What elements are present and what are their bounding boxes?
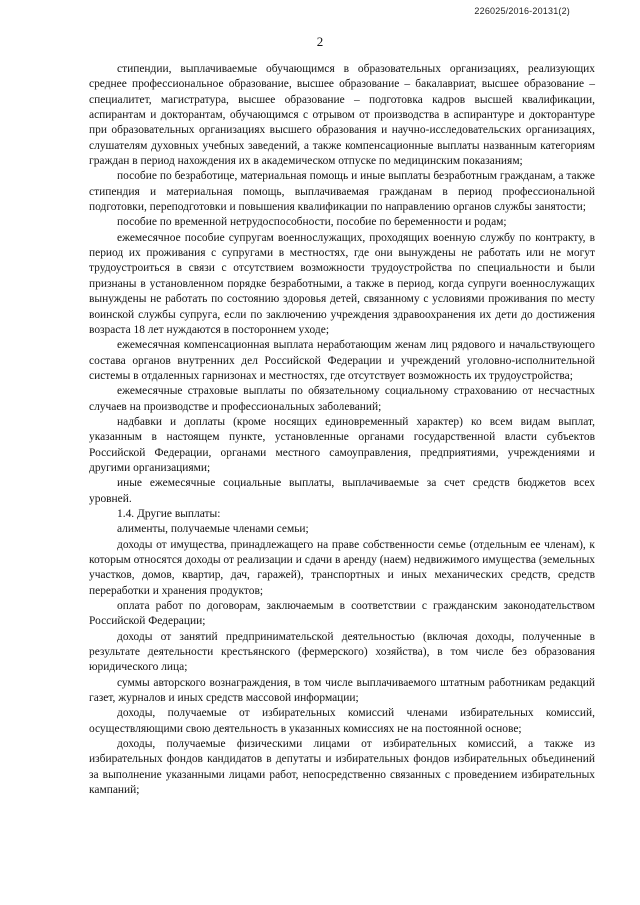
document-body xyxy=(89,62,595,799)
paragraph-election-funds: доходы, получаемые физическими лицами от избирательных комиссий, а также из избирательных фондов кандидатов в депутаты и избирательных фондов избирательных объединений за выполнение указанными лицами работ, непосредственно связанных с проведением избирательных кампаний; xyxy=(89,738,595,797)
paragraph-alimony: алименты, получаемые членами семьи; xyxy=(117,523,309,536)
section-heading-1-4: 1.4. Другие выплаты: xyxy=(117,507,221,520)
paragraph-author-fees: суммы авторского вознаграждения, в том числе выплачиваемого штатным работникам редакций газет, журналов и иных средств массовой информации; xyxy=(89,676,595,705)
paragraph-property-income: доходы от имущества, принадлежащего на праве собственности семье (отдельным ее членам), к которым относятся доходы от реализации и сдачи в аренду (наем) недвижимого имущества (земельных участков, домов, квартир, дач, гаражей), транспортных и иных механических средств, средств переработки и хранения продуктов; xyxy=(89,538,595,597)
paragraph-insurance-payments: ежемесячные страховые выплаты по обязательному социальному страхованию от несчастных случаев на производстве и профессиональных заболеваний; xyxy=(89,385,595,413)
page-number: 2 xyxy=(316,34,324,49)
paragraph-compensation-wives: ежемесячная компенсационная выплата неработающим женам лиц рядового и начальствующего состава органов внутренних дел Российской Федерации и учреждений уголовно-исполнительной системы в отдаленных гарнизонах и местностях, где отсутствует возможность их трудоустройства; xyxy=(89,339,595,382)
paragraph-contract-work: оплата работ по договорам, заключаемым в соответствии с гражданским законодательством Российской Федерации; xyxy=(89,600,595,628)
paragraph-military-spouses: ежемесячное пособие супругам военнослужащих, проходящих военную службу по контракту, в период их проживания с супругами в местностях, где они вынуждены не работать или не могут трудоустроиться в связи с отсутствием возможности трудоустройства по специальности и были признаны в установленном порядке безработными, а также в период, когда супруги военнослужащих вынуждены не работать по состоянию здоровья детей, связанному с условиями проживания по месту воинской службы супруга, если по заключению учреждения здравоохранения их дети до достижения возраста 18 лет нуждаются в постороннем уходе; xyxy=(89,231,595,336)
paragraph-business-income: доходы от занятий предпринимательской деятельностью (включая доходы, полученные в результате деятельности крестьянского (фермерского) хозяйства), в том числе без образования юридического лица; xyxy=(89,630,595,674)
paragraph-other-social: иные ежемесячные социальные выплаты, выплачиваемые за счет средств бюджетов всех уровней. xyxy=(89,477,595,505)
paragraph-election-commission-members: доходы, получаемые от избирательных комиссий членами избирательных комиссий, осуществляющими свою деятельность в указанных комиссиях не на постоянной основе; xyxy=(89,707,595,735)
paragraph-stipends: стипендии, выплачиваемые обучающимся в образовательных организациях, реализующих среднее профессиональное образование, высшее образование – бакалавриат, высшее образование – специалитет, магистратура, высшее образование – подготовка кадров высшей квалификации, аспирантам и докторантам, обучающимся с отрывом от производства в аспирантуре и докторантуре при образовательных организациях высшего образования и научно-исследовательских организациях, слушателям духовных учебных заведений, а также компенсационные выплаты названным категориям граждан в период нахождения их в академическом отпуске по медицинским показаниям; xyxy=(89,63,595,168)
document-code: 226025/2016-20131(2) xyxy=(474,6,570,16)
paragraph-temporary-disability: пособие по временной нетрудоспособности, пособие по беременности и родам; xyxy=(117,216,507,229)
paragraph-allowances: надбавки и доплаты (кроме носящих единовременный характер) ко всем видам выплат, указанным в настоящем пункте, установленные органами государственной власти субъектов Российской Федерации, органами местного самоуправления, предприятиями, учреждениями и другими организациями; xyxy=(89,415,595,474)
paragraph-unemployment-benefit: пособие по безработице, материальная помощь и иные выплаты безработным гражданам, а также стипендия и материальная помощь, выплачиваемая гражданам в период профессиональной подготовки, переподготовки и повышения квалификации по направлению органов службы занятости; xyxy=(89,170,595,214)
